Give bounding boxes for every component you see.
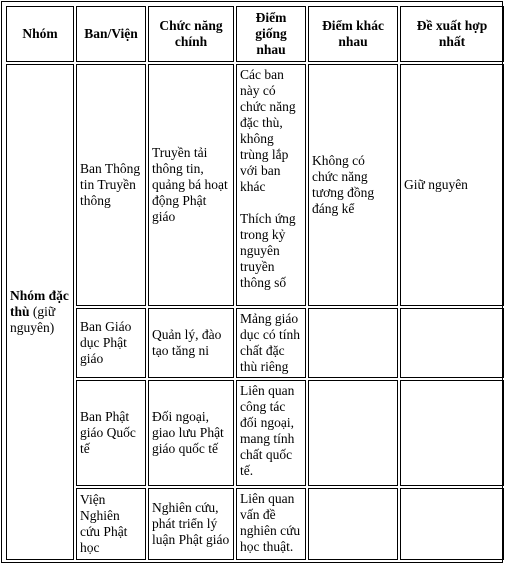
similar-cell [236,64,306,306]
function-cell: Truyền tải thông tin, quảng bá hoạt động Phật giáo [148,64,234,306]
header-different: Điểm khác nhau [308,6,398,62]
similar-cell: Liên quan vấn đề nghiên cứu học thuật. [236,488,306,560]
unit-cell: Viện Nghiên cứu Phật học [76,488,146,560]
unit-cell: Ban Phật giáo Quốc tế [76,380,146,486]
header-proposal: Đề xuất hợp nhất [400,6,504,62]
header-similar: Điểm giống nhau [236,6,306,62]
table-row [6,308,504,378]
function-cell: Nghiên cứu, phát triển lý luận Phật giáo [148,488,234,560]
header-row [6,6,504,62]
similar-text-2: Thích ứng trong kỷ nguyên truyền thông số [240,211,296,290]
different-cell: Không có chức năng tương đồng đáng kể [308,64,398,306]
similar-cell: Liên quan công tác đối ngoại, mang tính chất quốc tế. [236,380,306,486]
group-cell [6,64,74,560]
similar-cell: Mảng giáo dục có tính chất đặc thù riêng [236,308,306,378]
proposal-cell [400,380,504,486]
unit-cell: Ban Giáo dục Phật giáo [76,308,146,378]
comparison-table [4,4,506,562]
similar-text-1: Các ban này có chức năng đặc thù, không trùng lắp với ban khác [240,67,296,194]
proposal-cell: Giữ nguyên [400,64,504,306]
header-unit: Ban/Viện [76,6,146,62]
function-cell: Quản lý, đào tạo tăng ni [148,308,234,378]
group-note: (giữ nguyên) [10,304,56,335]
function-cell: Đối ngoại, giao lưu Phật giáo quốc tế [148,380,234,486]
header-function: Chức năng chính [148,6,234,62]
header-group: Nhóm [6,6,74,62]
table-row [6,488,504,560]
table-row [6,380,504,486]
table-row [6,64,504,306]
proposal-cell [400,488,504,560]
different-cell [308,308,398,378]
proposal-cell [400,308,504,378]
unit-cell: Ban Thông tin Truyền thông [76,64,146,306]
different-cell [308,380,398,486]
different-cell [308,488,398,560]
group-name: Nhóm đặc thù [10,288,69,319]
